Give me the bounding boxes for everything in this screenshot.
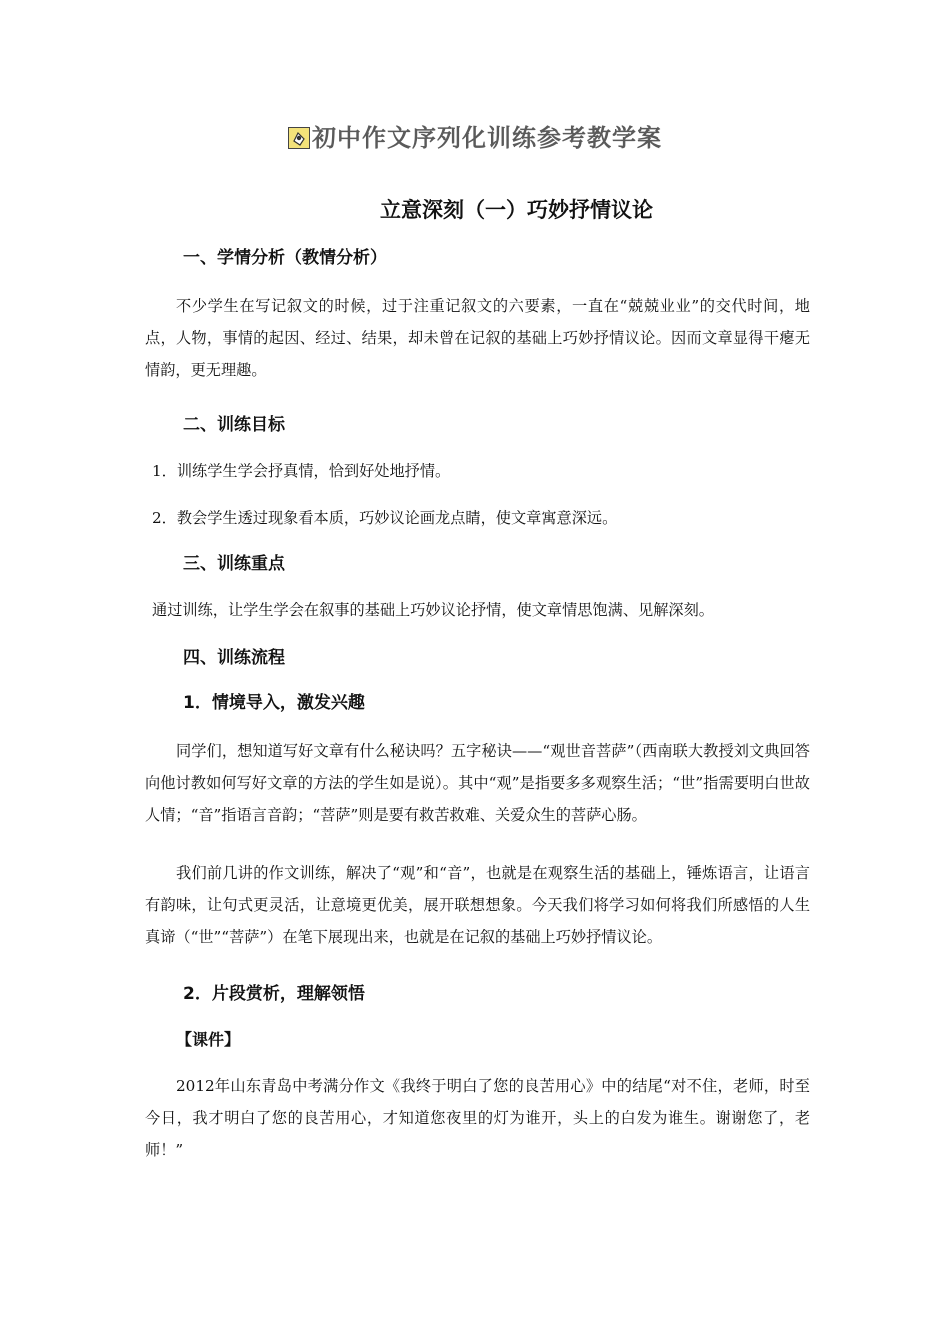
section-1-heading: 一、学情分析（教情分析）: [183, 248, 387, 268]
section-4-subheading-1: 1．情境导入，激发兴趣: [183, 693, 365, 713]
section-2-item-2: 2．教会学生透过现象看本质，巧妙议论画龙点睛，使文章寓意深远。: [152, 509, 618, 527]
section-3-paragraph: 通过训练，让学生学会在叙事的基础上巧妙议论抒情，使文章情思饱满、见解深刻。: [152, 601, 714, 619]
section-4-heading: 四、训练流程: [183, 648, 285, 668]
document-title-row: [0, 120, 950, 156]
document-title: 初中作文序列化训练参考教学案: [312, 124, 662, 152]
section-4-paragraph-2: 我们前几讲的作文训练，解决了“观”和“音”，也就是在观察生活的基础上，锤炼语言，让语言有韵味，让句式更灵活，让意境更优美，展开联想想象。今天我们将学习如何将我们所感悟的人生真谛（“世”“菩萨”）在笔下展现出来，也就是在记叙的基础上巧妙抒情议论。: [145, 864, 810, 946]
picture-placeholder-icon: [288, 123, 310, 145]
section-4-subheading-2: 2．片段赏析，理解领悟: [183, 984, 365, 1004]
section-2-heading: 二、训练目标: [183, 415, 285, 435]
section-4-paragraph-1: 同学们，想知道写好文章有什么秘诀吗？五字秘诀——“观世音菩萨”（西南联大教授刘文典回答向他讨教如何写好文章的方法的学生如是说）。其中“观”是指要多多观察生活；“世”指需要明白世故人情；“音”指语言音韵；“菩萨”则是要有救苦救难、关爱众生的菩萨心肠。: [145, 742, 810, 824]
section-2-item-1: 1．训练学生学会抒真情，恰到好处地抒情。: [152, 462, 451, 480]
section-4-paragraph-3: 2012年山东青岛中考满分作文《我终于明白了您的良苦用心》中的结尾“对不住，老师，时至今日，我才明白了您的良苦用心，才知道您夜里的灯为谁开，头上的白发为谁生。谢谢您了，老师！”: [145, 1077, 810, 1159]
section-3-heading: 三、训练重点: [183, 554, 285, 574]
courseware-label: 【课件】: [176, 1030, 241, 1049]
section-1-paragraph: 不少学生在写记叙文的时候，过于注重记叙文的六要素，一直在“兢兢业业”的交代时间，地点，人物，事情的起因、经过、结果，却未曾在记叙的基础上巧妙抒情议论。因而文章显得干瘪无情韵，更无理趣。: [145, 297, 810, 379]
document-subtitle: 立意深刻（一）巧妙抒情议论: [380, 198, 653, 222]
